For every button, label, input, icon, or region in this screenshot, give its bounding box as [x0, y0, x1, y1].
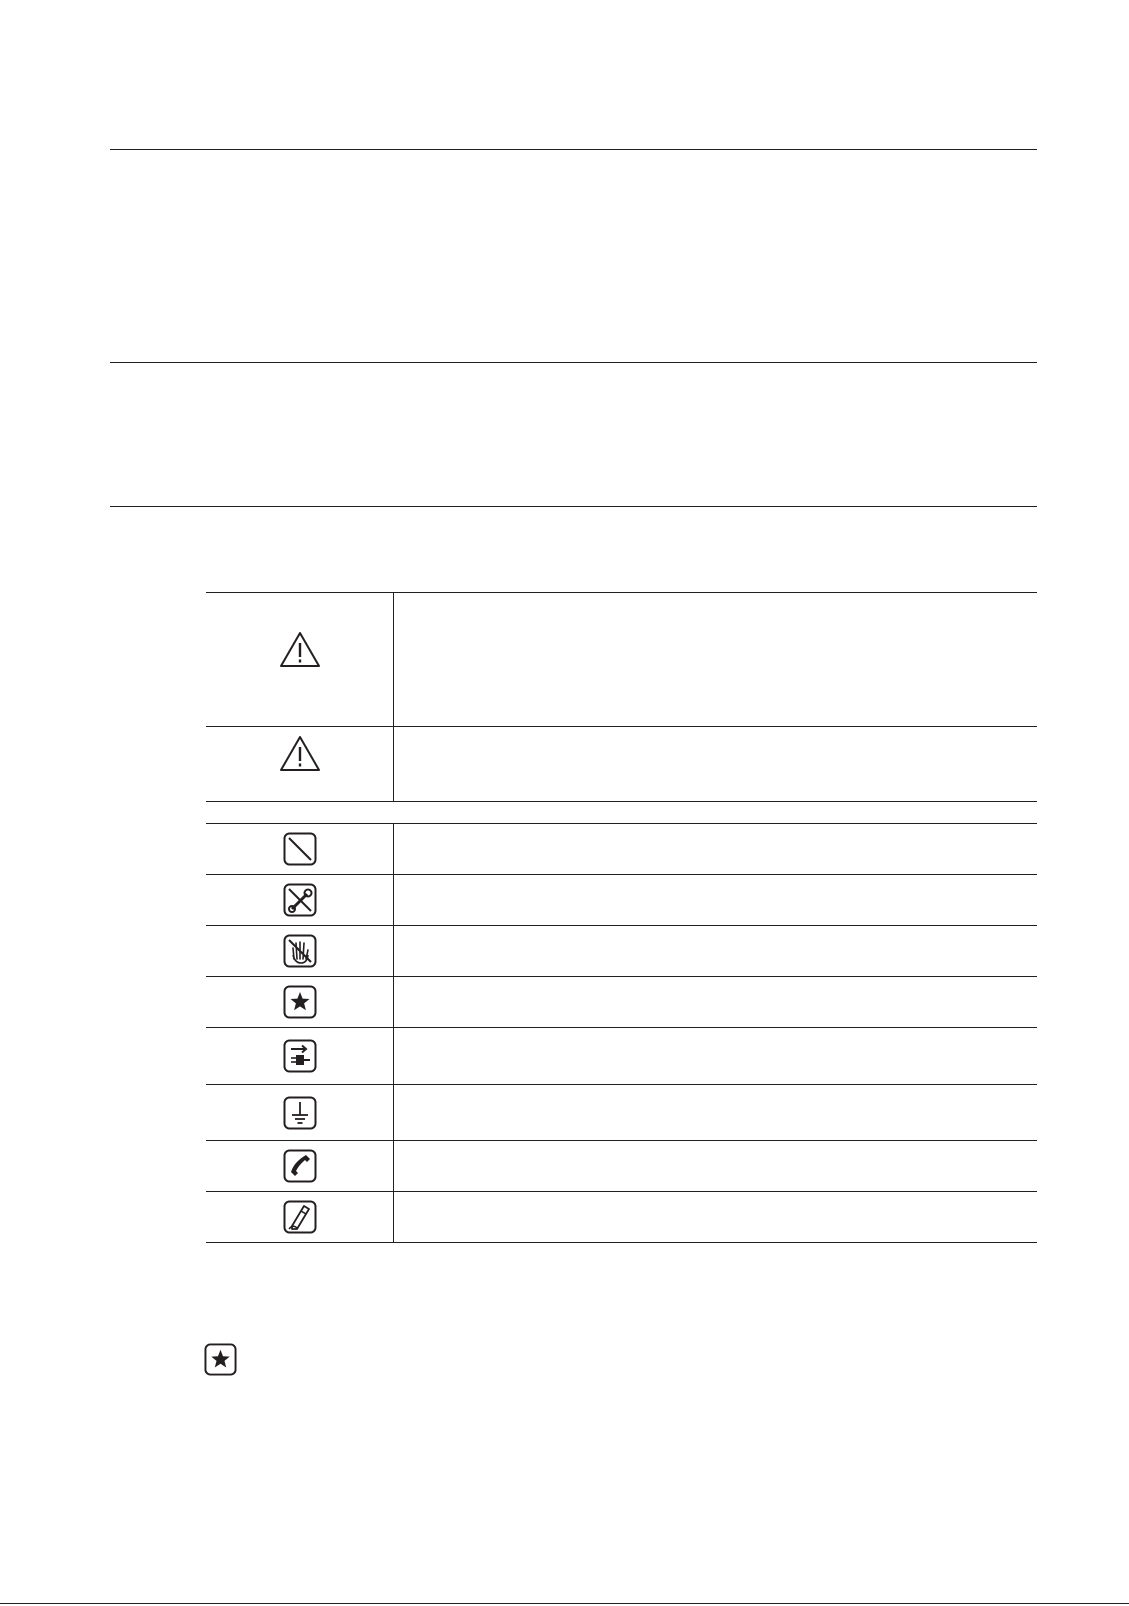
ground-icon: [283, 1096, 317, 1130]
table-row-prohibited: [206, 823, 1037, 874]
row-text: [406, 1085, 1037, 1148]
icon-cell: [206, 1192, 394, 1242]
table-row-ground: [206, 1084, 1037, 1140]
unplug-icon: [283, 1039, 317, 1073]
star-instruction-icon: [204, 1343, 237, 1376]
row-text: [406, 727, 1037, 809]
no-touch-icon: [283, 934, 317, 968]
icon-cell: [206, 926, 394, 976]
row-text: [406, 1192, 1037, 1250]
prohibited-icon: [283, 832, 317, 866]
table-row-no-touch: [206, 925, 1037, 976]
table-row-no-disassembly: [206, 874, 1037, 925]
icon-cell: [206, 875, 394, 925]
table-row-note: [206, 1191, 1037, 1243]
table-group-divider: [206, 801, 1037, 802]
icon-cell: [206, 1141, 394, 1191]
icon-cell: [206, 593, 394, 726]
page-bottom-rule: [0, 1603, 1129, 1604]
icon-cell: [206, 727, 394, 801]
warning-triangle-icon: [279, 631, 321, 669]
row-text: [406, 1028, 1037, 1092]
table-row-must-follow: [206, 976, 1037, 1027]
contact-service-icon: [283, 1149, 317, 1183]
icon-cell: [206, 1085, 394, 1140]
table-row-contact-service: [206, 1140, 1037, 1191]
note-icon: [283, 1200, 317, 1234]
section-rule-top: [110, 149, 1037, 150]
no-disassembly-icon: [283, 883, 317, 917]
table-row-unplug: [206, 1027, 1037, 1084]
icon-cell: [206, 824, 394, 874]
icon-cell: [206, 977, 394, 1027]
caution-triangle-icon: [279, 735, 321, 773]
section-rule-lower: [110, 506, 1037, 507]
row-text: [406, 593, 1037, 734]
section-rule-middle: [110, 362, 1037, 363]
icon-cell: [206, 1028, 394, 1084]
table-row-caution: [206, 726, 1037, 801]
star-instruction-icon: [283, 985, 317, 1019]
table-row-warning: [206, 592, 1037, 726]
